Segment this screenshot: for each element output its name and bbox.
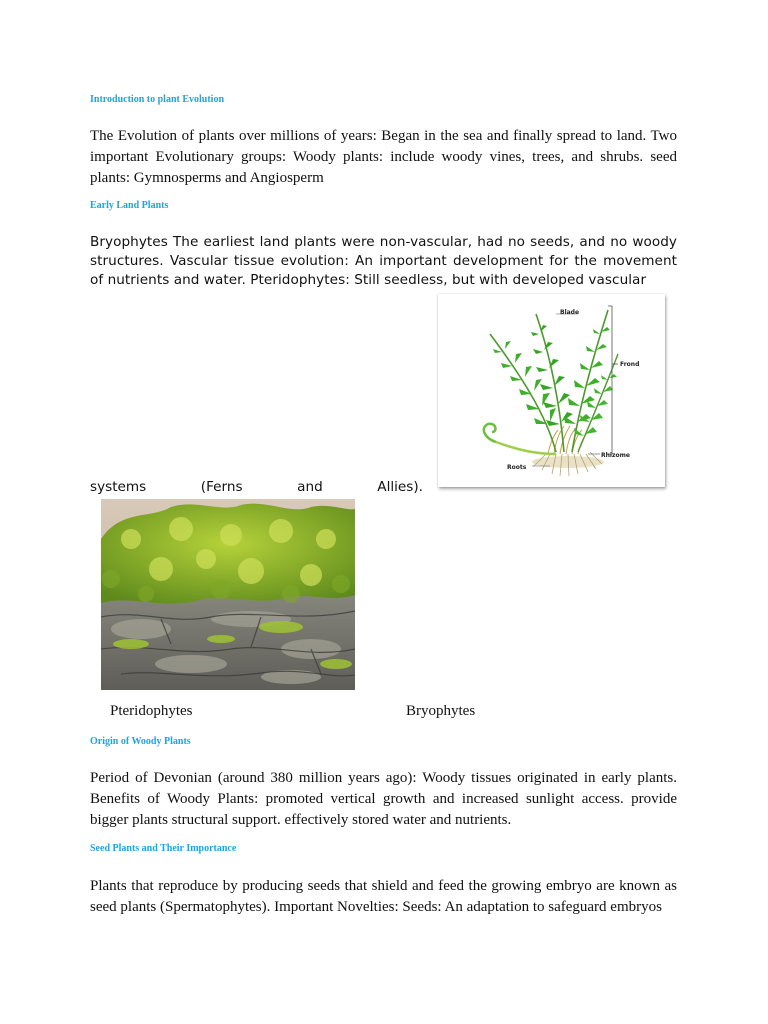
moss-photo	[101, 499, 355, 690]
fern-illustration	[438, 294, 665, 487]
paragraph-woody-plants: Period of Devonian (around 380 million years ago): Woody tissues originated in early plants. Benefits of Woody Plants: promoted vertical growth and increased sunlight access. provide bigger plants structural support. effectively stored water and nutrients.	[90, 770, 677, 828]
fern-label-frond: Frond	[620, 361, 640, 368]
heading-seed-plants: Seed Plants and Their Importance	[90, 843, 237, 854]
heading-intro: Introduction to plant Evolution	[90, 94, 225, 105]
fern-diagram-image	[438, 294, 665, 487]
tail-word: (Ferns	[200, 479, 243, 495]
paragraph-seed-plants: Plants that reproduce by producing seeds that shield and feed the growing embryo are known as seed plants (Spermatophytes). Important Novelties: Seeds: An adaptation to safeguard embryos	[90, 878, 677, 915]
fern-label-rhizome: Rhizome	[601, 452, 630, 459]
paragraph-early-land-plants: Bryophytes The earliest land plants were non-vascular, had no seeds, and no woody structures. Vascular tissue evolution: An important development for the movement of nutrients and water. Pteridophytes: Still seedless, but with developed vascular	[90, 234, 677, 288]
moss-illustration	[101, 499, 355, 690]
caption-pteridophytes: Pteridophytes	[110, 703, 193, 719]
heading-woody-plants: Origin of Woody Plants	[90, 736, 191, 747]
paragraph-intro: The Evolution of plants over millions of years: Began in the sea and finally spread to land. Two important Evolutionary groups: Woody plants: include woody vines, trees, and shrubs. seed plants: Gymnosperms and Angiosperm	[90, 128, 677, 186]
fern-label-roots: Roots	[507, 464, 527, 471]
caption-bryophytes: Bryophytes	[406, 703, 476, 719]
tail-word: and	[297, 479, 323, 495]
heading-early-land-plants: Early Land Plants	[90, 200, 169, 211]
tail-word: systems	[90, 479, 147, 495]
paragraph-early-tail	[90, 479, 423, 495]
tail-word: Allies).	[377, 479, 423, 495]
fern-label-blade: Blade	[560, 309, 580, 316]
